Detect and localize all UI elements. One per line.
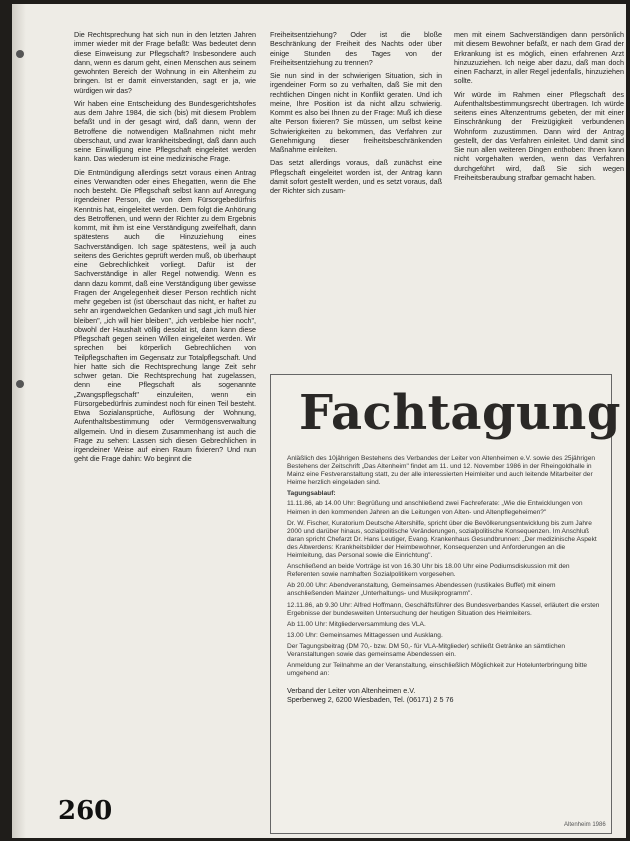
magazine-page bbox=[12, 4, 626, 838]
text-column-left bbox=[74, 30, 256, 820]
schedule-heading: Tagungsablauf: bbox=[287, 490, 336, 498]
schedule-item: Anschließend an beide Vorträge ist von 16.30 Uhr bis 18.00 Uhr eine Podiumsdiskussion mit den Referenten sowie namhaften Sozialpolitikern vorgesehen. bbox=[287, 563, 570, 579]
paragraph: Freiheitsentziehung? Oder ist die bloße Beschränkung der Freiheit des Nachts oder über einige Stunden des Tages von der Freiheitsentziehung zu trennen? bbox=[270, 30, 442, 67]
punch-hole-middle bbox=[16, 380, 24, 388]
punch-hole-top bbox=[16, 50, 24, 58]
schedule-item: 11.11.86, ab 14.00 Uhr: Begrüßung und anschließend zwei Fachreferate: „Wie die Entwicklungen von Heimen in den kommenden Jahren an die Leitungen von Alten- und Altenpflegeheimen?" bbox=[287, 500, 583, 516]
paragraph: Sie nun sind in der schwierigen Situation, sich in irgendeiner Form so zu verhalten, daß Sie mit den rechtlichen Dingen nicht in Konflikt geraten. Und ich meine, Ihre Position ist da nicht allzu schwierig. Kommt es also bei Ihnen zu der Frage: Muß ich diese alte Person fixieren? Sie müssen, um selbst keine Schwierigkeiten zu bekommen, das Verfahren zur Genehmigung dieser freiheitsbeschränkenden Maßnahme einleiten. bbox=[270, 71, 442, 154]
schedule-item: Dr. W. Fischer, Kuratorium Deutsche Altershilfe, spricht über die Bevölkerungsentwicklung bis zum Jahre 2000 und darüber hinaus, sozialpolitische Veränderungen, sozialpolitische Konsequenzen. Im Anschluß daran spricht Chefarzt Dr. Hans Leutiger, Evang. Krankenhaus Gesundbrunnen: „Der medizinische Aspekt des Altwerdens: Krankheitsbilder der Heimbewohner, Konsequenzen und Anforderungen an die Heimleitung, das Personal sowie die Einrichtung". bbox=[287, 519, 597, 560]
text-column-middle bbox=[270, 30, 442, 280]
schedule-item: Ab 11.00 Uhr: Mitgliederversammlung des VLA. bbox=[287, 620, 426, 628]
paragraph: Die Entmündigung allerdings setzt voraus einen Antrag eines Verwandten oder eines Ehegatten, wenn die Ehe noch besteht. Die Pflegschaft selbst kann auf Anregung irgendeiner Person, die von dem Fürsorgebedürfnis Kenntnis hat, eingeleitet werden. Dem folgt die Anhörung des Betroffenen, und wenn der Richter zu dem Ergebnis kommt, mit ihm ist eine Verständigung zweifelhaft, dann spätestens auch die Hinzuziehung eines Sachverständigen. Ich sage spätestens, weil ja auch seitens des Gerichtes geprüft werden muß, ob überhaupt eine Gebrechlichkeit vorliegt. Dafür ist der Sachverständige in aller Regel notwendig. Wenn es dann dazu kommt, daß eine Verständigung über gewisse Fragen der Angelegenheit dieser Person rechtlich nicht mehr gegeben ist (ist überschaut das nicht, er haftet zu sehr an irgendwelchen Gedanken und sagt „ich muß hier bleiben", „ich will hier bleiben", „ich verbleibe hier noch", obwohl der Haushalt völlig desolat ist, dann kann diese Pflegschaft gegen seinen Willen eingeleitet werden. Wir sprechen bei körperlich Gebrechlichen von Teilpflegschaften im Gegensatz zur Totalpflegschaft. Und hier hatte sich die Rechtsprechung lange Zeit sehr schwer getan. Die Rechtsprechung hat zugelassen, denn eine Pflegschaft als sogenannte „Zwangspflegschaft" einzuleiten, wenn ein Fürsorgebedürfnis zumindest noch für einen Teil besteht. Etwa Sozialansprüche, Auflösung der Wohnung, Aufenthaltsbestimmung oder Vermögensverwaltung allgemein. Und in diesem Zusammenhang ist auch die Frage zu sehen: Lassen sich diesen Gebrechlichen in irgendeiner Weise auf einen Raum fixieren? Und nun geht die Frage dahin: Wo beginnt die bbox=[74, 167, 256, 464]
text-column-right bbox=[454, 30, 624, 280]
schedule-item: 13.00 Uhr: Gemeinsames Mittagessen und Ausklang. bbox=[287, 631, 443, 639]
contact-line: Verband der Leiter von Altenheimen e.V. bbox=[287, 686, 416, 696]
announcement-intro: Anläßlich des 10jährigen Bestehens des Verbandes der Leiter von Altenheimen e.V. sowie des 25jährigen Bestehens der Zeitschrift „Das Altenheim" findet am 11. und 12. November 1986 in der Rheingoldhalle in Mainz eine Festveranstaltung statt, zu der alle interessierten Heimleiter und auch leitende Mitarbeiter der Heime herzlich eingeladen sind. bbox=[287, 455, 596, 487]
paragraph: Das setzt allerdings voraus, daß zunächst eine Pflegschaft eingeleitet worden ist, der Antrag kann damit sofort gestellt werden, und es setzt voraus, daß der Richter sich zusam- bbox=[270, 158, 442, 195]
announcement-body bbox=[287, 455, 603, 827]
schedule-item: Der Tagungsbeitrag (DM 70,- bzw. DM 50,- für VLA-Mitglieder) schließt Getränke an sämtlichen Veranstaltungen sowie das gemeinsame Abendessen ein. bbox=[287, 642, 566, 658]
page-edge-shadow bbox=[12, 4, 26, 838]
paragraph: Die Rechtsprechung hat sich nun in den letzten Jahren immer wieder mit der Frage befaßt: Was bedeutet denn diese Einweisung zur Pflegschaft? Insbesondere auch dann, wenn es darum geht, einen Menschen aus seinem gewohnten Bereich der Wohnung in ein Altenheim zu bringen. Ist er damit einverstanden, sagt er ja, wie würdigen wir das? bbox=[74, 30, 256, 95]
schedule-item: 12.11.86, ab 9.30 Uhr: Alfred Hoffmann, Geschäftsführer des Bundesverbandes Kassel, erläutert die ersten Ergebnisse der bundesweiten Untersuchung der heutigen Situation des Heimleiters. bbox=[287, 601, 600, 617]
schedule-item: Ab 20.00 Uhr: Abendveranstaltung, Gemeinsames Abendessen (rustikales Buffet) mit einem anschließenden Mainzer „Unterhaltungs- und Musikprogramm". bbox=[287, 582, 556, 598]
contact-address bbox=[287, 686, 603, 704]
announcement-title: Fachtagung bbox=[299, 385, 621, 441]
paragraph: men mit einem Sachverständigen dann persönlich mit diesem Bewohner befaßt, er nach dem Grad der Erkrankung ist es möglich, einen erfahrenen Arzt hinzuzuziehen. Ich neige aber dazu, daß man doch einen Facharzt, in aller Regel jedenfalls, hinzuziehen sollte. bbox=[454, 30, 624, 86]
page-number: 260 bbox=[58, 796, 113, 826]
contact-line: Sperberweg 2, 6200 Wiesbaden, Tel. (06171) 2 5 76 bbox=[287, 695, 454, 705]
paragraph: Wir würde im Rahmen einer Pflegschaft des Aufenthaltsbestimmungsrecht übertragen. Ich würde seitens eines Altenzentrums gebeten, der mit einer Einschränkung der Freizügigkeit verbundenen Wohnform zuzustimmen. Dann wird der Antrag gestellt, der das Verfahren einleitet. Und damit sind Sie nun allen weiteren Dingen enthoben: Ihnen kann nicht vorgehalten werden, wenn das Verfahren durchgeführt wird, daß Sie sich wegen Freiheitsberaubung strafbar gemacht haben. bbox=[454, 89, 624, 182]
paragraph: Wir haben eine Entscheidung des Bundesgerichtshofes aus dem Jahre 1984, die sich (bis) mit diesem Problem befaßt und in der gesagt wird, daß dann, wenn der Betroffene die notwendigen Maßnahmen nicht mehr überschaut, und zwar krankheitsbedingt, daß dann auch seine Einwilligung eine Pflegschaft eingeleitet werden kann. Das wiederum ist eine medizinische Frage. bbox=[74, 98, 256, 164]
schedule-item: Anmeldung zur Teilnahme an der Veranstaltung, einschließlich Möglichkeit zur Hotelunterbringung bitte umgehend an: bbox=[287, 662, 588, 678]
fachtagung-announcement-box bbox=[270, 374, 621, 834]
issue-footer: Altenheim 1986 bbox=[564, 822, 606, 828]
